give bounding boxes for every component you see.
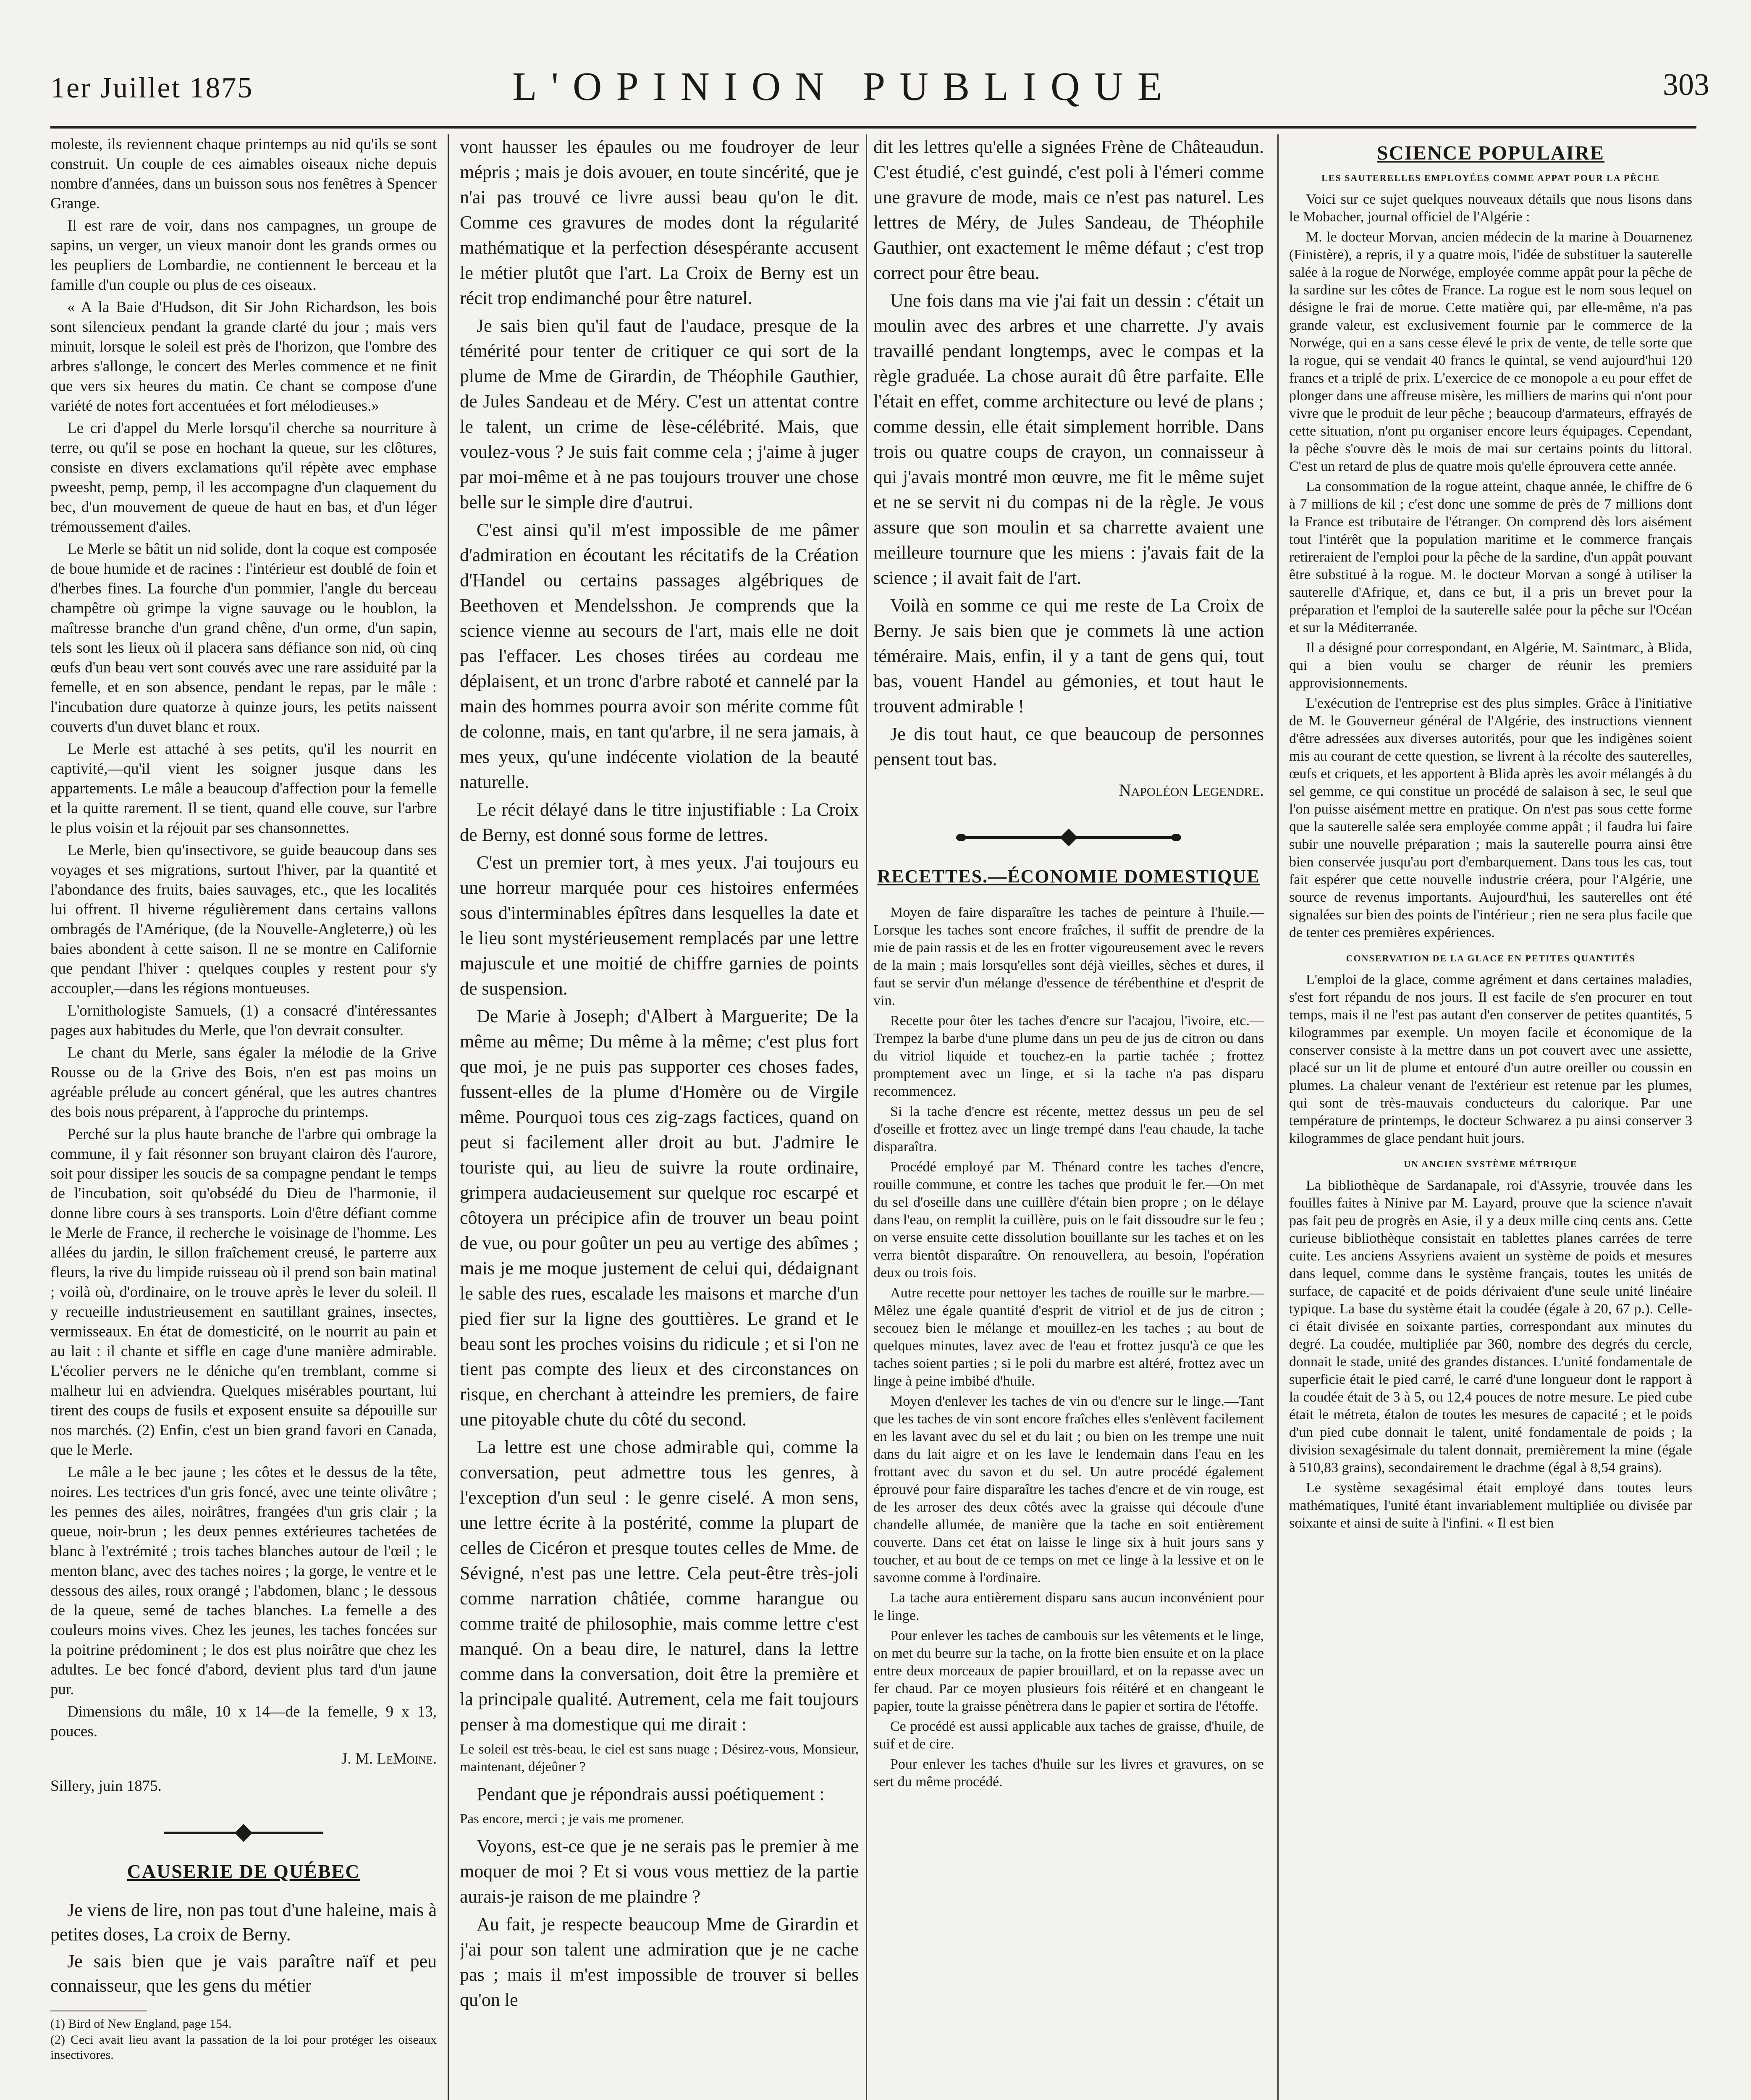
paragraph: La consommation de la rogue atteint, chaque année, le chiffre de 6 à 7 millions de kil ; c'est donc une somme de près de 7 millions dont la France est tributaire de l'étranger. On comprend dès lors aisément tout l'intérêt que la population maritime et le commerce français retireraient de l'emploi pour la pêche de la sardine, d'un appât pouvant être substitué à la rogue. M. le docteur Morvan a songé à utiliser la sauterelle d'Afrique, et, dans ce but, il a pris un brevet pour la préparation et l'emploi de la sauterelle salée pour la pêche sur l'Océan et sur la Méditerranée. (1289, 479, 1692, 635)
paragraph: dit les lettres qu'elle a signées Frène de Châteaudun. C'est étudié, c'est guindé, c'est poli à l'émeri comme une gravure de mode, mais ce n'est pas naturel. Les lettres de Méry, de Jules Sandeau, de Théophile Gauthier, ont exactement le même défaut ; c'est trop correct pour être beau. (873, 136, 1264, 283)
paragraph: Le mâle a le bec jaune ; les côtes et le dessus de la tête, noires. Les tectrices d'un gris foncé, avec une teinte olivâtre ; les pennes des ailes, noirâtres, frangées d'un gris clair ; la queue, noir-brun ; les deux pennes extérieures tachetées de blanc à l'extrémité ; trois taches blanches autour de l'œil ; le menton blanc, avec des taches noires ; la gorge, le ventre et le dessous des ailes, roux orangé ; l'abdomen, blanc ; le dessous de la queue, semé de taches blanches. La femelle a des couleurs moins vives. Chez les jeunes, les taches foncées sur la poitrine prédominent ; le dos est plus noirâtre que chez les adultes. Le bec foncé d'abord, devient plus tard d'un jaune pur. (50, 1464, 437, 1698)
section-divider (164, 1825, 323, 1840)
column-divider (866, 134, 867, 2100)
section-divider (959, 830, 1178, 845)
column-3 (873, 134, 1264, 2100)
paragraph: Le Merle, bien qu'insectivore, se guide beaucoup dans ses voyages et ses migrations, surtout l'hiver, par la quantité et l'abondance des fruits, baies sauvages, etc., que les localités lui offrent. Il hiverne régulièrement dans certains vallons ombragés de l'Amérique, (de la Nouvelle-Angleterre,) où les baies abondent à cette saison. Il ne se montre en Californie que pendant l'hiver : quelques couples y restent pour s'y accoupler,—dans les régions montueuses. (50, 842, 437, 997)
paragraph: L'exécution de l'entreprise est des plus simples. Grâce à l'initiative de M. le Gouverneur général de l'Algérie, des instructions viennent d'être adressées aux diverses autorités, pour que les indigènes soient mis au courant de cette question, se livrent à la récolte des sauterelles, œufs et criquets, et les apportent à Blida après les avoir mélangés à du sel gemme, ce qui constitue un procédé de salaison à sec, le seul que l'on puisse aisément mettre en pratique. On n'est pas sous cette forme que la sauterelle salée sera employée comme appât ; il faudra lui faire subir une nouvelle préparation ; mais la sauterelle pourra ainsi être bien conservée jusqu'au port d'embarquement. Dans tous les cas, tout fait espérer que cette nouvelle industrie créera, pour l'Algérie, une source de revenus importants. Aujourd'hui, les sauterelles ont été signalées sur bien des points de l'intérieur ; rien ne sera plus facile que de tenter ces premières expériences. (1289, 696, 1692, 940)
paragraph: Le chant du Merle, sans égaler la mélodie de la Grive Rousse ou de la Grive des Bois, n'en est pas moins un agréable prélude au concert général, que les autres chantres des bois nous préparent, à l'approche du printemps. (50, 1044, 437, 1121)
subsection-title: LES SAUTERELLES EMPLOYÉES COMME APPAT POUR LA PÊCHE (1321, 173, 1660, 183)
paragraph: Dimensions du mâle, 10 x 14—de la femelle, 9 x 13, pouces. (50, 1703, 437, 1740)
paragraph: Le cri d'appel du Merle lorsqu'il cherche sa nourriture à terre, ou qu'il se pose en hochant la queue, sur les clôtures, consiste en divers exclamations qu'il répète avec emphase pweesht, pemp, pemp, il les accompagne d'un claquement du bec, d'un mouvement de queue de haut en bas, et d'un léger trémoussement d'ailes. (50, 420, 437, 536)
verse-quote: Pas encore, merci ; je vais me promener. (460, 1811, 684, 1827)
paragraph: Je sais bien que je vais paraître naïf et peu connaisseur, que les gens du métier (50, 1951, 437, 1996)
paragraph: L'emploi de la glace, comme agrément et dans certaines maladies, s'est fort répandu de nos jours. Il est facile de s'en procurer en tout temps, mais il ne l'est pas autant d'en conserver de petites quantités, 5 kilogrammes par exemple. Un moyen facile et économique de la conserver consiste à la mettre dans un pot couvert avec une assiette, placé sur un lit de plume et entouré d'un autre oreiller ou coussin en plumes. La chaleur venant de l'extérieur est retenue par les plumes, qui sont de très-mauvais conducteurs du calorique. Par une température de printemps, le docteur Schwarez a pu ainsi conserver 3 kilogrammes de glace pendant huit jours. (1289, 972, 1692, 1146)
paragraph: Voici sur ce sujet quelques nouveaux détails que nous lisons dans le Mobacher, journal officiel de l'Algérie : (1289, 192, 1692, 225)
column-1 (50, 134, 437, 2100)
section-title: CAUSERIE DE QUÉBEC (127, 1861, 360, 1882)
recipe-paragraph: La tache aura entièrement disparu sans aucun inconvénient pour le linge. (873, 1590, 1264, 1623)
recipe-paragraph: Procédé employé par M. Thénard contre les taches d'encre, rouille commune, et contre les taches que produit le fer.—On met du sel d'oseille dans une cuillère d'étain bien propre ; on le délaye dans l'eau, on remplit la cuillère, puis on le fait dissoudre sur le feu ; on verse ensuite cette dissolution bouillante sur les taches et on les verra bientôt disparaître. On renouvellera, au besoin, l'opération deux ou trois fois. (873, 1159, 1264, 1281)
paragraph: Pendant que je répondrais aussi poétiquement : (477, 1784, 825, 1804)
paragraph: Le Merle est attaché à ses petits, qu'il les nourrit en captivité,—qu'il vient les soigner jusque dans les appartements. Le mâle a beaucoup d'affection pour la femelle et la quitte rarement. Il se tient, quand elle couve, sur l'arbre le plus voisin et la réjouit par ses chansonnettes. (50, 740, 437, 837)
paragraph: Je viens de lire, non pas tout d'une haleine, mais à petites doses, La croix de Berny. (50, 1900, 437, 1945)
author-signature: J. M. LeMoine. (341, 1750, 437, 1767)
column-4 (1289, 134, 1692, 2100)
recipe-paragraph: Autre recette pour nettoyer les taches de rouille sur le marbre.—Mêlez une égale quantité d'esprit de vitriol et de jus de citron ; secouez bien le mélange et mouillez-en les taches ; au bout de quelques minutes, lavez avec de l'eau et frottez jusqu'à ce que les taches soient parties ; si le poli du marbre est altéré, frottez avec un linge à peine imbibé d'huile. (873, 1285, 1264, 1389)
paragraph: Le récit délayé dans le titre injustifiable : La Croix de Berny, est donné sous forme de lettres. (460, 799, 859, 845)
paragraph: Je sais bien qu'il faut de l'audace, presque de la témérité pour tenter de critiquer ce qui sort de la plume de Mme de Girardin, de Théophile Gauthier, de Jules Sandeau et de Méry. C'est un attentat contre le talent, un crime de lèse-célébrité. Mais, que voulez-vous ? Je suis fait comme cela ; j'aime à juger par moi-même et à ne pas toujours trouver une chose belle sur le simple dire d'autrui. (460, 315, 859, 512)
column-divider (1277, 134, 1279, 2100)
header-rule (50, 126, 1696, 129)
paragraph: M. le docteur Morvan, ancien médecin de la marine à Douarnenez (Finistère), a repris, il y a quatre mois, l'idée de substituer la sauterelle salée à la rogue de Norwége, employée comme appât pour la pêche de la sardine sur les côtes de France. La rogue est le nom sous lequel on désigne le frai de morue. Cette matière qui, par elle-même, n'a pas grande valeur, est exclusivement fournie par le commerce de la Norwége, qui en a sans cesse élevé le prix de vente, de telle sorte que la rogue, qui se vendait 40 francs le quintal, se vend aujourd'hui 120 francs et a triplé de prix. L'exercice de ce monopole a eu pour effet de plonger dans une affreuse misère, les milliers de marins qui n'ont pour vivre que le produit de leur pêche ; beaucoup d'armateurs, effrayés de cette situation, n'ont pu organiser encore leurs équipages. Cependant, la pêche s'ouvre dès le mois de mai sur certains points du littoral. C'est un retard de plus de quatre mois qu'elle éprouvera cette année. (1289, 229, 1692, 474)
recipe-paragraph: Pour enlever les taches de cambouis sur les vêtements et le linge, on met du beurre sur la tache, on la frotte bien ensuite et on la place entre deux morceaux de papier brouillard, et on la repasse avec un fer chaud. Par ce moyen plusieurs fois réitéré et en changeant le papier, toute la graisse pénètrera dans le papier et sortira de l'étoffe. (873, 1628, 1264, 1714)
recipe-paragraph: Moyen d'enlever les taches de vin ou d'encre sur le linge.—Tant que les taches de vin sont encore fraîches elles s'enlèvent facilement en les lavant avec du sel et du lait ; ou bien on les trempe une nuit dans du lait aigre et on les lave le lendemain dans l'eau en les frottant avec du savon et du sel. Un autre procédé également éprouvé pour faire disparaître les taches d'encre et de vin rouge, est de les arroser des deux côtés avec la graisse qui découle d'une chandelle allumée, de manière que la tache en soit entièrement couverte. Dans cet état on laisse le linge six à huit jours sans y toucher, et au bout de ce temps on met ce linge à la lessive et on le savonne comme à l'ordinaire. (873, 1394, 1264, 1586)
paragraph: L'ornithologiste Samuels, (1) a consacré d'intéressantes pages aux habitudes du Merle, que l'on devrait consulter. (50, 1002, 437, 1039)
column-2 (460, 134, 859, 2100)
section-title: SCIENCE POPULAIRE (1376, 142, 1605, 164)
paragraph: Perché sur la plus haute branche de l'arbre qui ombrage la commune, il y fait résonner son bruyant clairon dès l'aurore, soit pour dissiper les soucis de sa compagne pendant le temps de l'incubation, soit qu'obsédé du Dieu de l'harmonie, il donne libre cours à ses transports. Loin d'être défiant comme le Merle de France, il recherche le voisinage de l'homme. Les allées du jardin, le sillon fraîchement creusé, le parterre aux fleurs, la rive du limpide ruisseau où il prend son bain matinal ; voilà où, d'ordinaire, on le trouve après le lever du soleil. Il y recueille industrieusement en sautillant graines, insectes, vermisseaux. En état de domesticité, on le nourrit au pain et au lait : il chante et siffle en cage d'une manière admirable. L'écolier pervers ne le déniche qu'en tremblant, comme si malheur lui en adviendra. Quelques misérables pourtant, lui tirent des coups de fusils et exposent ensuite sa dépouille sur nos marchés. (2) Enfin, c'est un bien grand favori en Canada, que le Merle. (50, 1126, 437, 1459)
place-date: Sillery, juin 1875. (50, 1777, 162, 1795)
paragraph: Au fait, je respecte beaucoup Mme de Girardin et j'ai pour son talent une admiration que je ne cache pas ; mais il m'est impossible de trouver si belles qu'on le (460, 1914, 859, 2010)
newspaper-title: L'OPINION PUBLIQUE (512, 64, 1177, 109)
paragraph: Il a désigné pour correspondant, en Algérie, M. Saintmarc, à Blida, qui a bien voulu se charger de réunir les premiers approvisionnements. (1289, 640, 1692, 691)
paragraph: La bibliothèque de Sardanapale, roi d'Assyrie, trouvée dans les fouilles faites à Ninive par M. Layard, prouve que la science n'avait pas fait peu de progrès en Asie, il y a deux mille cinq cents ans. Cette curieuse bibliothèque consistait en tablettes planes carrées de terre cuite. Les anciens Assyriens avaient un système de poids et mesures dans lequel, comme dans le système français, toutes les unités de surface, de capacité et de poids dérivaient d'une seule unité linéaire typique. La base du système était la coudée (égale à 20, 67 p.). Celle-ci était divisée en soixante parties, correspondant aux minutes du degré. La coudée, multipliée par 360, nombre des degrés du cercle, donnait le stade, unité des grandes distances. L'unité fondamentale de superficie était le pied carré, le carré d'une longueur dont le rapport à la coudée était de 3 à 5, ou 12,4 pouces de notre mesure. Le pied cube était le métreta, étalon de toutes les mesures de capacité ; et le poids d'un pied cube donnait le talent, unité fondamentale de poids ; la division sexagésimale du talent donnait, premièrement la mine (égale à 510,83 grains), secondairement le drachme (égal à 8,54 grains). (1289, 1178, 1692, 1475)
paragraph: vont hausser les épaules ou me foudroyer de leur mépris ; mais je dois avouer, en toute sincérité, que je n'ai pas trouvé ce livre aussi beau qu'on le dit. Comme ces gravures de modes dont la régularité mathématique et la perfection désespérante accusent le métier plutôt que l'art. La Croix de Berny est un récit trop endimanché pour être naturel. (460, 136, 859, 308)
paragraph: C'est ainsi qu'il m'est impossible de me pâmer d'admiration en écoutant les récitatifs de la Création d'Handel ou certains passages algébriques de Beethoven et Mendelsshon. Je comprends que la science vienne au secours de l'art, mais elle ne doit pas l'effacer. Les choses tirées au cordeau me déplaisent, et un tronc d'arbre raboté et cannelé par la main des hommes pourra avoir son mérite comme fût de colonne, mais, en tant qu'arbre, il ne sera jamais, à mes yeux, qu'une indécente violation de la beauté naturelle. (460, 520, 859, 792)
paragraph: Voyons, est-ce que je ne serais pas le premier à me moquer de moi ? Et si vous vous mettiez de la partie aurais-je raison de me plaindre ? (460, 1836, 859, 1907)
recipe-paragraph: Recette pour ôter les taches d'encre sur l'acajou, l'ivoire, etc.—Trempez la barbe d'une plume dans un peu de jus de citron ou dans du vitriol liquide et touchez-en la partie tachée ; frottez promptement avec un linge, et si la tache n'a pas disparu recommencez. (873, 1013, 1264, 1099)
recipe-paragraph: Moyen de faire disparaître les taches de peinture à l'huile.—Lorsque les taches sont encore fraîches, il suffit de prendre de la mie de pain rassis et de les en frotter vigoureusement avec le revers de la main ; mais lorsqu'elles sont déjà vieilles, sèches et dures, il faut se servir d'un mélange d'essence de térébenthine et d'esprit de vin. (873, 905, 1264, 1008)
paragraph: Il est rare de voir, dans nos campagnes, un groupe de sapins, un verger, un vieux manoir dont les grands ormes ou les peupliers de Lombardie, ne contiennent le berceau et la famille d'un couple ou plus de ces oiseaux. (50, 217, 437, 294)
subsection-title: CONSERVATION DE LA GLACE EN PETITES QUANTITÉS (1346, 953, 1636, 963)
column-divider (448, 134, 449, 2100)
paragraph: Le Merle se bâtit un nid solide, dont la coque est composée de boue humide et de racines : l'intérieur est doublé de foin et d'herbes fines. La fourche d'un pommier, l'angle du berceau champêtre où grimpe la vigne sauvage ou le houblon, la maîtresse branche d'un grand chêne, d'un orme, d'un sapin, tels sont les lieux où il placera sans défiance son nid, où cinq œufs d'un beau vert sont couvés avec une rare assiduité par la femelle, et en son absence, pendant le repas, par le mâle : l'incubation dure quatorze à quinze jours, les petits naissent couverts d'un duvet blanc et roux. (50, 541, 437, 735)
verse-quote: Le soleil est très-beau, le ciel est sans nuage ; Désirez-vous, Monsieur, maintenant, déjeûner ? (460, 1742, 859, 1774)
section-title: RECETTES.—ÉCONOMIE DOMESTIQUE (877, 866, 1260, 887)
paragraph: Une fois dans ma vie j'ai fait un dessin : c'était un moulin avec des arbres et une charrette. J'y avais travaillé pendant longtemps, avec le compas et la règle graduée. La chose aurait dû être parfaite. Elle l'était en effet, comme architecture ou levé de plans ; comme dessin, elle était simplement horrible. Dans trois ou quatre coups de crayon, un connaisseur à qui j'avais montré mon œuvre, me fit le même sujet et ne se servit ni du compas ni de la règle. Je vous assure que son moulin et sa charrette avaient une meilleure tournure que les miens : j'avais fait de la science ; il avait fait de l'art. (873, 290, 1264, 588)
issue-date: 1er Juillet 1875 (50, 72, 254, 104)
subsection-title: UN ANCIEN SYSTÈME MÉTRIQUE (1404, 1159, 1578, 1169)
author-signature: Napoléon Legendre. (1119, 780, 1264, 800)
paragraph: Je dis tout haut, ce que beaucoup de personnes pensent tout bas. (873, 724, 1264, 769)
paragraph: Le système sexagésimal était employé dans toutes leurs mathématiques, l'unité étant invariablement multipliée ou divisée par soixante et ainsi de suite à l'infini. « Il est bien (1289, 1480, 1692, 1531)
recipe-paragraph: Ce procédé est aussi applicable aux taches de graisse, d'huile, de suif et de cire. (873, 1719, 1264, 1752)
recipe-paragraph: Si la tache d'encre est récente, mettez dessus un peu de sel d'oseille et frottez avec un linge trempé dans l'eau chaude, la tache disparaîtra. (873, 1104, 1264, 1155)
paragraph: La lettre est une chose admirable qui, comme la conversation, peut admettre tous les genres, à l'exception d'un seul : le genre ciselé. A mon sens, une lettre écrite à la postérité, comme la plupart de celles de Cicéron et presque toutes celles de Mme. de Sévigné, n'est pas une lettre. Cela peut-être très-joli comme narration châtiée, comme harangue ou comme traité de philosophie, mais comme lettre c'est manqué. On a beau dire, le naturel, dans la lettre comme dans la conversation, doit être la première et la principale qualité. Autrement, cela me fait toujours penser à ma domestique qui me dirait : (460, 1437, 859, 1735)
footnote: (1) Bird of New England, page 154. (50, 2017, 232, 2031)
paragraph: De Marie à Joseph; d'Albert à Marguerite; De la même au même; Du même à la même; c'est plus fort que moi, je ne puis pas supporter ces choses fades, fussent-elles de la plume d'Homère ou de Virgile même. Pourquoi tous ces zig-zags factices, quand on peut si facilement aller droit au but. J'admire le touriste qui, au lieu de suivre la route ordinaire, grimpera audacieusement sur quelque roc escarpé et côtoyera un précipice afin de trouver un beau point de vue, ou pour goûter un peu au vertige des abîmes ; mais je me moque justement de celui qui, dédaignant le sable des rues, escalade les maisons et marche d'un pied fier sur la ligne des gouttières. Le grand et le beau sont les proches voisins du ridicule ; et si l'on ne tient pas compte des lieux et des circonstances on risque, en cherchant à atteindre les premiers, de faire une pitoyable chute du côté du second. (460, 1006, 859, 1430)
paragraph: « A la Baie d'Hudson, dit Sir John Richardson, les bois sont silencieux pendant la grande clarté du jour ; mais vers minuit, lorsque le soleil est près de l'horizon, que l'ombre des arbres s'allonge, le concert des Merles commence et ne finit que vers six heures du matin. Ce chant se compose d'une variété de notes fort accentuées et fort mélodieuses.» (50, 299, 437, 415)
footnote: (2) Ceci avait lieu avant la passation de la loi pour protéger les oiseaux insectivores. (50, 2033, 437, 2062)
paragraph: Voilà en somme ce qui me reste de La Croix de Berny. Je sais bien que je commets là une action téméraire. Mais, enfin, il y a tant de gens qui, tout bas, vouent Handel au gémonies, et tout haut le trouvent admirable ! (873, 595, 1264, 717)
paragraph: C'est un premier tort, à mes yeux. J'ai toujours eu une horreur marquée pour ces histoires enfermées sous d'interminables épîtres dans lesquelles la date et le lieu sont mystérieusement remplacés par une lettre majuscule et une moitié de chiffre garnies de points de suspension. (460, 852, 859, 999)
recipe-paragraph: Pour enlever les taches d'huile sur les livres et gravures, on se sert du même procédé. (873, 1756, 1264, 1790)
page-number: 303 (1663, 68, 1709, 102)
paragraph: moleste, ils reviennent chaque printemps au nid qu'ils se sont construit. Un couple de ces aimables oiseaux niche depuis nombre d'années, dans un buisson sous nos fenêtres à Spencer Grange. (50, 136, 437, 212)
